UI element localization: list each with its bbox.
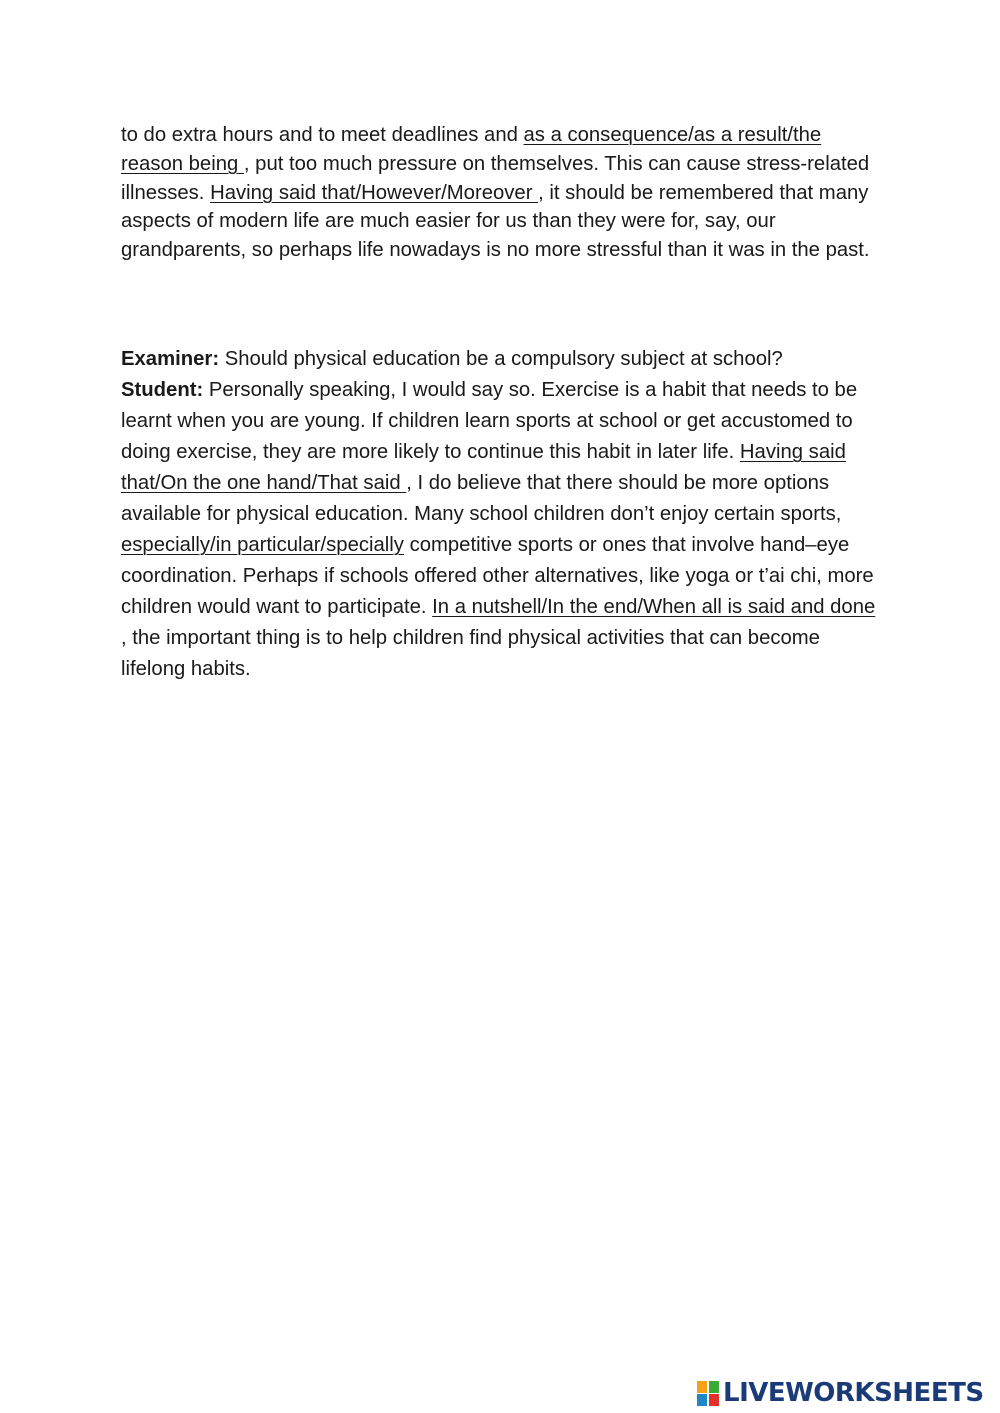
student-answer-text: competitive sports or ones that involve hand–eye coordination. Perhaps if schools offered other alternatives, like yoga or t’ai chi, more children would want to participate. — [121, 534, 874, 618]
liveworksheets-logo — [697, 1377, 984, 1409]
liveworksheets-logo-icon — [697, 1379, 721, 1407]
paragraph-text: , it should be remembered that many aspects of modern life are much easier for us than they were for, say, our grandparents, so perhaps life nowadays is no more stressful than it was in the past. — [121, 181, 870, 262]
student-answer-text: Personally speaking, I would say so. Exercise is a habit that needs to be learnt when you are young. If children learn sports at school or get accustomed to doing exercise, they are more likely to continue this habit in later life. — [121, 379, 858, 463]
answer-gap-4[interactable]: especially/in particular/specially — [121, 534, 404, 556]
answer-gap-1[interactable]: as a consequence/as a result/the reason being — [121, 124, 822, 175]
paragraph-stress — [121, 121, 881, 265]
answer-gap-5[interactable]: In a nutshell/In the end/When all is said and done — [432, 596, 876, 618]
answer-gap-3[interactable]: Having said that/On the one hand/That said — [121, 441, 846, 494]
examiner-label: Examiner: — [121, 348, 220, 370]
logo-text: LIVEWORKSHEETS — [723, 1378, 984, 1408]
student-answer-text: , the important thing is to help children find physical activities that can become lifelong habits. — [121, 627, 820, 680]
student-label: Student: — [121, 379, 204, 401]
paragraph-text: , put too much pressure on themselves. This can cause stress-related illnesses. — [121, 152, 870, 204]
dialogue-physical-education — [121, 344, 881, 685]
answer-gap-2[interactable]: Having said that/However/Moreover — [210, 181, 539, 204]
paragraph-text: to do extra hours and to meet deadlines and — [121, 124, 524, 146]
student-answer-text: , I do believe that there should be more options available for physical education. Many school children don’t enjoy certain sports, — [121, 472, 842, 525]
examiner-question: Should physical education be a compulsory subject at school? — [219, 348, 783, 370]
